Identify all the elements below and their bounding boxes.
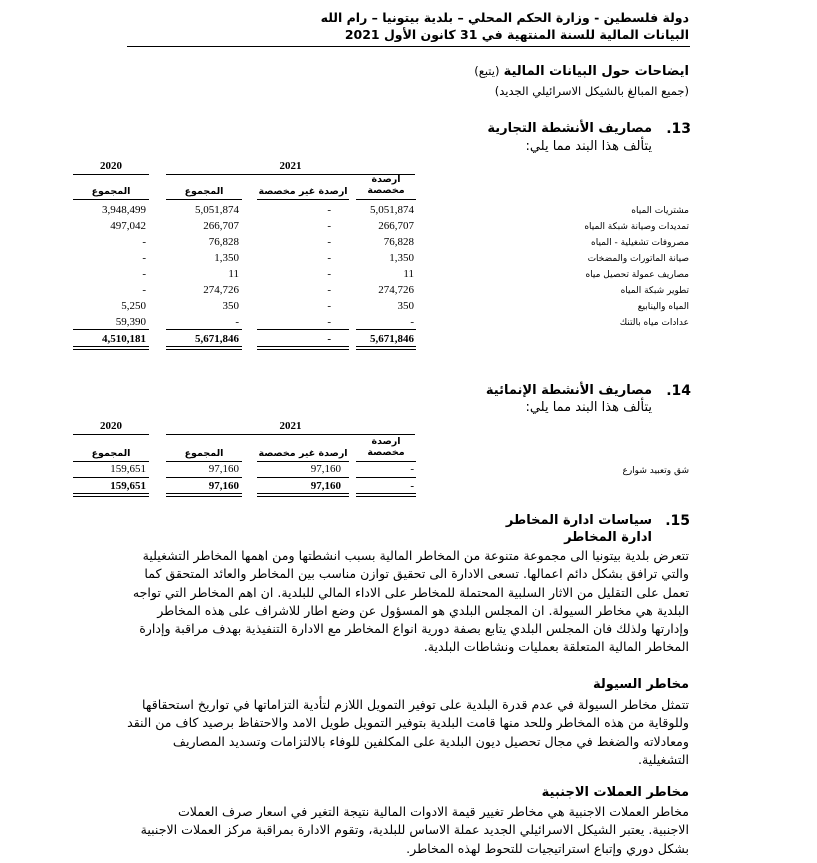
note15-number: .15 — [665, 513, 690, 529]
paragraph-line: وإدارتها ولذلك فان المجلس البلدي يتابع بصفة دورية انواع المخاطر مع الادارة التنفيذية بهدف مراقبة وإدارة — [139, 621, 689, 637]
note13-sum-rule-unallocated — [257, 329, 349, 330]
cell-total: 266,707 — [203, 220, 239, 232]
cell-prior: - — [142, 236, 146, 248]
note14-col-total-2020: المجموع — [91, 448, 131, 459]
note13-header-rule-total-2020 — [73, 199, 149, 200]
row-label: تمديدات وصيانة شبكة المياه — [584, 222, 689, 232]
cell-prior: 497,042 — [110, 220, 146, 232]
cell-unallocated: - — [327, 284, 331, 296]
paragraph-line: بشكل دوري وإتباع استراتيجيات للتحوط لهذه المخاطر. — [406, 840, 689, 856]
notes-title — [474, 64, 689, 79]
total-prior: 4,510,181 — [102, 333, 146, 345]
cell-unallocated: - — [327, 220, 331, 232]
cell-allocated: 5,051,874 — [370, 204, 414, 216]
cell-allocated: 1,350 — [389, 252, 414, 264]
note13-year-2021: 2021 — [279, 160, 302, 172]
total-prior: 159,651 — [110, 480, 146, 492]
note14-dbl-2b — [257, 496, 349, 497]
row-label: تطوير شبكة المياه — [620, 286, 689, 296]
note13-header-rule-allocated — [356, 199, 416, 200]
cell-unallocated: - — [327, 316, 331, 328]
note14-title: مصاريف الأنشطة الإنمائية — [485, 383, 652, 398]
cell-prior: - — [142, 268, 146, 280]
row-label: مصروفات تشغيلية - المياه — [590, 238, 689, 248]
paragraph-line: وللوقاية من هذه المخاطر وللحد منها قامت البلدية بتوفير التمويل طويل الامد والاحتفاظ برصيد كاف من النقد — [127, 715, 689, 731]
note13-dbl-4a — [73, 346, 149, 347]
note14-dbl-3b — [166, 496, 242, 497]
cell-unallocated: 97,160 — [310, 463, 341, 475]
fx-heading: مخاطر العملات الاجنبية — [541, 785, 689, 800]
note13-sum-rule-allocated — [356, 329, 416, 330]
note14-dbl-1a — [356, 493, 416, 494]
note14-year-2020-rule — [73, 434, 149, 435]
header-line-2: البيانات المالية للسنة المنتهية في 31 كانون الأول 2021 — [344, 27, 689, 42]
total-total: 97,160 — [208, 480, 239, 492]
note13-sum-rule-total-2020 — [73, 329, 149, 330]
cell-unallocated: - — [327, 300, 331, 312]
note13-year-2020: 2020 — [100, 160, 122, 172]
row-label: عدادات مياه بالتنك — [619, 318, 689, 328]
note14-header-rule-total-2020 — [73, 461, 149, 462]
note13-subtitle: يتألف هذا البند مما يلي: — [525, 139, 652, 154]
cell-total: 11 — [228, 268, 239, 280]
note14-header-rule-allocated — [356, 461, 416, 462]
paragraph-line: تعمل على التقليل من الاثار السلبية المحتملة للمخاطر على الاداء المالي للبلدية. ان اهم المخاطر التي تواجه — [132, 584, 689, 600]
cell-total: 274,726 — [203, 284, 239, 296]
total-total: 5,671,846 — [195, 333, 239, 345]
paragraph-line: مخاطر العملات الاجنبية هي مخاطر تغيير قيمة الادوات المالية نتيجة التغير في اسعار صرف العملات — [177, 804, 689, 819]
fx-paragraph — [127, 803, 689, 858]
cell-unallocated: - — [327, 252, 331, 264]
note13-col-allocated: ارصدة مخصصة — [367, 174, 405, 196]
note14-year-2021: 2021 — [279, 420, 302, 432]
paragraph-line: التشغيلية. — [638, 751, 689, 767]
header-line-1: دولة فلسطين - وزارة الحكم المحلي – بلدية بيتونيا – رام الله — [320, 10, 689, 25]
cell-total: 76,828 — [208, 236, 239, 248]
cell-unallocated: - — [327, 204, 331, 216]
note13-number: 13. — [666, 121, 691, 137]
liquidity-heading: مخاطر السيولة — [593, 677, 689, 692]
note13-dbl-4b — [73, 349, 149, 350]
cell-total: - — [235, 316, 239, 328]
paragraph-line: والتي ترافق بشكل دائم اعمالها. تسعى الادارة الى تحقيق توازن مناسب بين المخاطر والعائد المتحقق كما — [144, 566, 689, 582]
row-label: صيانة الماتورات والمضخات — [587, 254, 689, 264]
cell-prior: 159,651 — [110, 463, 146, 475]
total-allocated: - — [410, 480, 414, 492]
note14-col-unallocated: ارصدة غير مخصصة — [258, 448, 348, 459]
note15-title: سياسات ادارة المخاطر — [505, 513, 652, 528]
cell-prior: 3,948,499 — [102, 204, 146, 216]
note14-year-2020: 2020 — [100, 420, 122, 432]
cell-allocated: 274,726 — [378, 284, 414, 296]
note14-sum-rule-total-2021 — [166, 477, 242, 478]
cell-allocated: 266,707 — [378, 220, 414, 232]
total-allocated: 5,671,846 — [370, 333, 414, 345]
note13-col-total-2020: المجموع — [91, 186, 131, 197]
paragraph-line: البلدية هي مخاطر السيولة. ان المجلس البلدي هو المسؤول عن وضع اطار للاشراف على هذه المخاطر — [157, 602, 689, 618]
cell-allocated: 76,828 — [383, 236, 414, 248]
note13-dbl-2b — [257, 349, 349, 350]
cell-total: 350 — [222, 300, 239, 312]
note13-dbl-2a — [257, 346, 349, 347]
note14-col-total-2021: المجموع — [184, 448, 224, 459]
cell-total: 1,350 — [214, 252, 239, 264]
note14-sum-rule-allocated — [356, 477, 416, 478]
header-divider — [127, 46, 690, 47]
row-label: المياه والينابيع — [637, 302, 689, 312]
note13-dbl-1b — [356, 349, 416, 350]
note14-number: 14. — [666, 383, 691, 399]
cell-total: 5,051,874 — [195, 204, 239, 216]
note13-header-rule-unallocated — [257, 199, 349, 200]
risk-mgmt-paragraph — [127, 547, 689, 657]
paragraph-line: تتمثل مخاطر السيولة في عدم قدرة البلدية على توفير التمويل اللازم لتأدية التزاماتها في تواريخ استحقاقها — [142, 697, 689, 712]
risk-mgmt-heading: ادارة المخاطر — [564, 530, 652, 545]
cell-prior: 59,390 — [115, 316, 146, 328]
note14-sum-rule-total-2020 — [73, 477, 149, 478]
cell-prior: 5,250 — [121, 300, 146, 312]
total-unallocated: - — [327, 333, 331, 345]
note13-dbl-3a — [166, 346, 242, 347]
note13-title: مصاريف الأنشطة التجارية — [487, 121, 652, 136]
paragraph-line: الاجنبية. يعتبر الشيكل الاسرائيلي الجديد عملة الاساس للبلدية، وتقوم الادارة بمراقبة مركز العملات الاجنبية — [140, 822, 689, 838]
notes-title-text: ايضاحات حول البيانات المالية — [503, 64, 689, 79]
cell-allocated: - — [410, 463, 414, 475]
paragraph-line: ومعادلاته والضغط في مجال تحصيل ديون البلدية على المكلفين للوفاء بالالتزامات وتسديد المصاريف — [172, 733, 689, 749]
liquidity-paragraph — [127, 696, 689, 769]
cell-prior: - — [142, 284, 146, 296]
note14-col-allocated: ارصدة مخصصة — [367, 436, 405, 458]
note14-header-rule-total-2021 — [166, 461, 242, 462]
currency-note: (جميع المبالغ بالشيكل الاسرائيلي الجديد) — [494, 84, 689, 98]
note13-year-2020-rule — [73, 174, 149, 175]
row-label: شق وتعبيد شوارع — [622, 466, 689, 476]
note13-dbl-1a — [356, 346, 416, 347]
cell-allocated: - — [410, 316, 414, 328]
total-unallocated: 97,160 — [310, 480, 341, 492]
note14-header-rule-unallocated — [257, 461, 349, 462]
note14-dbl-3a — [166, 493, 242, 494]
note14-dbl-4b — [73, 496, 149, 497]
cell-unallocated: - — [327, 268, 331, 280]
note14-sum-rule-unallocated — [257, 477, 349, 478]
cell-allocated: 350 — [397, 300, 414, 312]
note14-dbl-1b — [356, 496, 416, 497]
row-label: مشتريات المياه — [631, 206, 689, 216]
note13-header-rule-total-2021 — [166, 199, 242, 200]
note13-dbl-3b — [166, 349, 242, 350]
note13-sum-rule-total-2021 — [166, 329, 242, 330]
note14-dbl-2a — [257, 493, 349, 494]
cell-unallocated: - — [327, 236, 331, 248]
paragraph-line: المخاطر المالية المتعلقة بعمليات ونشاطات البلدية. — [423, 639, 689, 655]
cell-allocated: 11 — [403, 268, 414, 280]
note13-col-total-2021: المجموع — [184, 186, 224, 197]
paragraph-line: تتعرض بلدية بيتونيا الى مجموعة متنوعة من المخاطر المالية بسبب انشطتها ومن اهمها المخاطر التشغيلية — [142, 548, 689, 563]
note14-dbl-4a — [73, 493, 149, 494]
note13-col-unallocated: ارصدة غير مخصصة — [258, 186, 348, 197]
row-label: مصاريف عمولة تحصيل مياه — [585, 270, 689, 280]
cell-total: 97,160 — [208, 463, 239, 475]
note14-year-2021-rule — [166, 434, 415, 435]
notes-title-suffix: (يتبع) — [474, 64, 500, 78]
cell-prior: - — [142, 252, 146, 264]
note14-subtitle: يتألف هذا البند مما يلي: — [525, 400, 652, 415]
